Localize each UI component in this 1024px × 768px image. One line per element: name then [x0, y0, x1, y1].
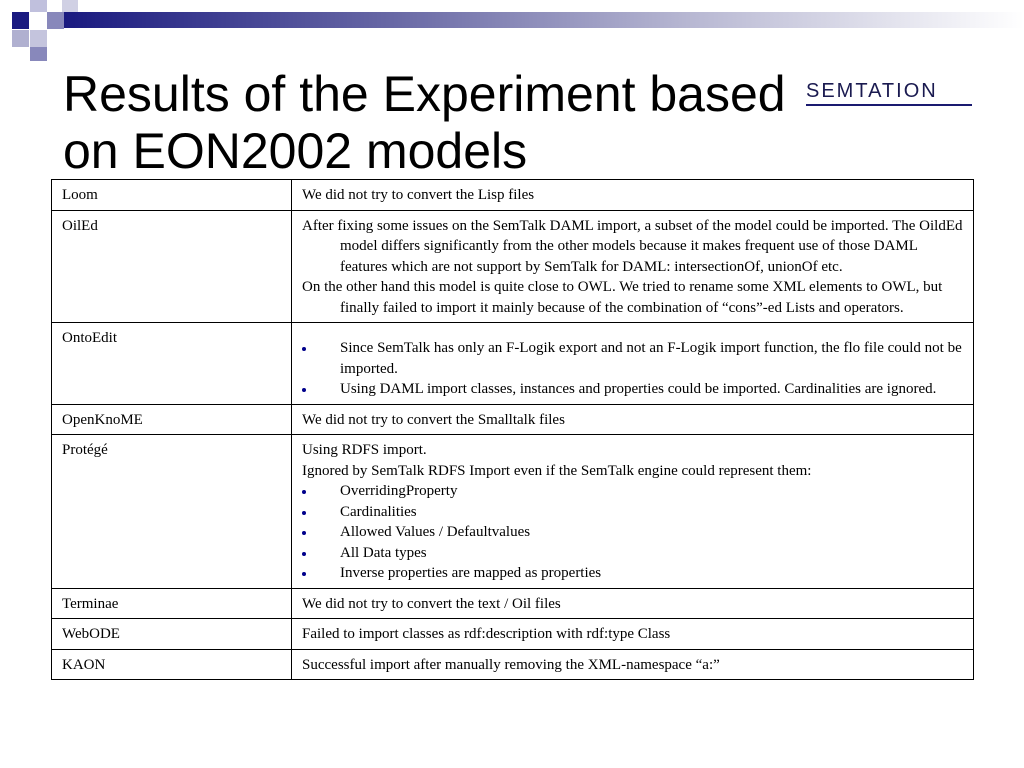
list-item [302, 338, 963, 379]
list-item-text: Using DAML import classes, instances and properties could be imported. Cardinalities are ignored. [340, 381, 937, 397]
slide-title-line1: Results of the Experiment based [63, 66, 786, 122]
decor-square [12, 12, 29, 29]
semtation-logo [806, 78, 972, 108]
decor-square [30, 0, 47, 12]
model-name-cell: OntoEdit [52, 323, 292, 405]
result-line: Ignored by SemTalk RDFS Import even if the SemTalk engine could represent them: [302, 462, 812, 479]
result-cell [292, 210, 974, 323]
decor-square [62, 0, 78, 12]
list-item-text: OverridingProperty [340, 483, 458, 499]
bullet-icon [302, 490, 306, 494]
model-name-cell: Loom [52, 180, 292, 211]
slide-title-line2: on EON2002 models [63, 123, 528, 179]
list-item [302, 522, 963, 543]
result-cell [292, 323, 974, 405]
bullet-icon [302, 347, 306, 351]
list-item-text: Since SemTalk has only an F-Logik export and not an F-Logik import function, the flo file could not be imported. [340, 340, 962, 377]
table-row [52, 649, 974, 680]
bullet-icon [302, 388, 306, 392]
table-row [52, 435, 974, 589]
logo-underline [806, 104, 972, 106]
list-item [302, 481, 963, 502]
list-item [302, 563, 963, 584]
list-item [302, 543, 963, 564]
decor-square [47, 12, 64, 29]
list-item [302, 379, 963, 400]
bullet-icon [302, 531, 306, 535]
table-row [52, 323, 974, 405]
bullet-list [302, 481, 963, 584]
table-row [52, 588, 974, 619]
decor-square [30, 47, 47, 61]
model-name-cell: WebODE [52, 619, 292, 650]
result-paragraph: On the other hand this model is quite close to OWL. We tried to rename some XML elements to OWL, but finally failed to import it mainly because of the combination of “cons”-ed Lists and operators. [302, 279, 943, 316]
bullet-icon [302, 511, 306, 515]
model-name-cell: KAON [52, 649, 292, 680]
list-item [302, 502, 963, 523]
table-row [52, 619, 974, 650]
model-name-cell: OpenKnoME [52, 404, 292, 435]
result-paragraph: After fixing some issues on the SemTalk DAML import, a subset of the model could be imported. The OildEd model differs significantly from the other models because it makes frequent use of those DAML features which are not support by SemTalk for DAML: intersectionOf, unionOf etc. [302, 217, 963, 275]
result-cell: We did not try to convert the Smalltalk files [292, 404, 974, 435]
results-table [51, 179, 974, 680]
result-cell [292, 435, 974, 589]
slide-title [63, 66, 923, 180]
bullet-icon [302, 552, 306, 556]
decor-square [30, 30, 47, 47]
decor-square [12, 30, 29, 47]
table-row [52, 404, 974, 435]
model-name-cell: Terminae [52, 588, 292, 619]
table-row [52, 180, 974, 211]
header-gradient-bar [64, 12, 1024, 28]
result-cell: Failed to import classes as rdf:description with rdf:type Class [292, 619, 974, 650]
bullet-list [302, 338, 963, 400]
cell-spacer [302, 328, 963, 338]
result-cell: We did not try to convert the text / Oil files [292, 588, 974, 619]
list-item-text: Cardinalities [340, 503, 417, 520]
table-row [52, 210, 974, 323]
bullet-icon [302, 572, 306, 576]
model-name-cell: OilEd [52, 210, 292, 323]
model-name-cell: Protégé [52, 435, 292, 589]
list-item-text: Inverse properties are mapped as properties [340, 565, 602, 581]
list-item-text: All Data types [340, 544, 427, 561]
logo-text: SEMTATION [806, 80, 938, 102]
list-item-text: Allowed Values / Defaultvalues [340, 524, 531, 540]
result-cell: We did not try to convert the Lisp files [292, 180, 974, 211]
result-cell: Successful import after manually removing the XML-namespace “a:” [292, 649, 974, 680]
result-line: Using RDFS import. [302, 442, 427, 458]
